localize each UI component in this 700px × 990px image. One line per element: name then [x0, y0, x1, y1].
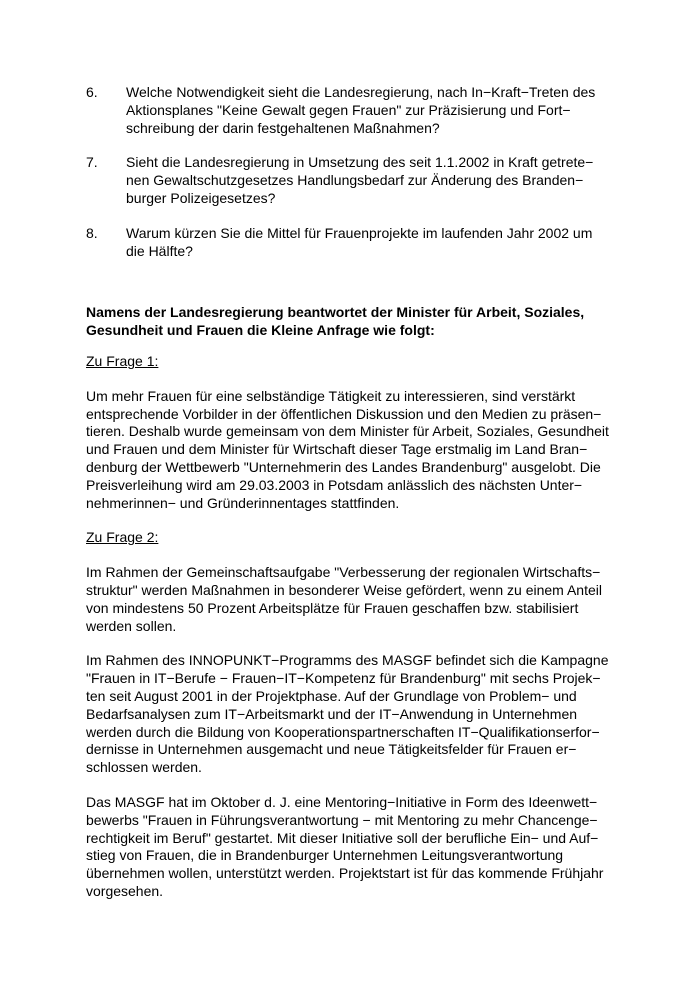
question-text: Sieht die Landesregierung in Umsetzung des seit 1.1.2002 in Kraft getrete− nen Gewaltschutzgesetzes Handlungsbedarf zur Änderung des Branden− burger Polizeigesetzes? [126, 154, 594, 206]
question-text: Warum kürzen Sie die Mittel für Frauenprojekte im laufenden Jahr 2002 um die Hälfte? [126, 224, 593, 259]
question-text: Welche Notwendigkeit sieht die Landesregierung, nach In−Kraft−Treten des Aktionsplanes "Keine Gewalt gegen Frauen" zur Präzisierung und Fort− schreibung der darin festgehaltenen Maßnahmen? [126, 84, 596, 136]
question-number: 8. [86, 224, 98, 241]
question-7 [86, 154, 616, 207]
question-number: 7. [86, 154, 98, 171]
answer-2-paragraph-3: Das MASGF hat im Oktober d. J. eine Mentoring−Initiative in Form des Ideenwett− bewerbs "Frauen in Führungsverantwortung − mit Mentoring zu mehr Chancenge− rechtigkeit im Beruf" gestartet. Mit dieser Initiative soll der berufliche Ein− und Auf− stieg von Frauen, die in Brandenburger Unternehmen Leitungsverantwortung übernehmen wollen, unterstützt werden. Projektstart ist für das kommende Frühjahr vorgesehen. [86, 793, 604, 899]
answer-intro: Namens der Landesregierung beantwortet der Minister für Arbeit, Soziales, Gesundheit und Frauen die Kleine Anfrage wie folgt: [86, 304, 585, 339]
document-page [86, 84, 616, 901]
answer-2-paragraph-1: Im Rahmen der Gemeinschaftsaufgabe "Verbesserung der regionalen Wirtschafts− struktur" werden Maßnahmen in besonderer Weise gefördert, wenn zu einem Anteil von mindestens 50 Prozent Arbeitsplätze für Frauen geschaffen bzw. stabilisiert werden sollen. [86, 564, 602, 634]
answer-heading-2: Zu Frage 2: [86, 529, 159, 546]
answer-1-paragraph-1: Um mehr Frauen für eine selbständige Tätigkeit zu interessieren, sind verstärkt entsprechende Vorbilder in der öffentlichen Diskussion und den Medien zu präsen− tieren. Deshalb wurde gemeinsam von dem Minister für Arbeit, Soziales, Gesundheit und Frauen und dem Minister für Wirtschaft dieser Tage erstmalig im Land Bran− denburg der Wettbewerb "Unternehmerin des Landes Brandenburg" ausgelobt. Die Preisverleihung wird am 29.03.2003 in Potsdam anlässlich des nächsten Unter− nehmerinnen− und Gründerinnentages stattfinden. [86, 387, 609, 511]
question-number: 6. [86, 84, 98, 100]
answer-heading-1: Zu Frage 1: [86, 352, 159, 369]
answer-2-paragraph-2: Im Rahmen des INNOPUNKT−Programms des MASGF befindet sich die Kampagne "Frauen in IT−Berufe − Frauen−IT−Kompetenz für Brandenburg" mit sechs Projek− ten seit August 2001 in der Projektphase. Auf der Grundlage von Problem− und Bedarfsanalysen zum IT−Arbeitsmarkt und der IT−Anwendung in Unternehmen werden durch die Bildung von Kooperationspartnerschaften IT−Qualifikationserfor− dernisse in Unternehmen ausgemacht und neue Tätigkeitsfelder für Frauen er− schlossen werden. [86, 652, 609, 776]
question-8 [86, 225, 616, 261]
question-6 [86, 84, 616, 137]
